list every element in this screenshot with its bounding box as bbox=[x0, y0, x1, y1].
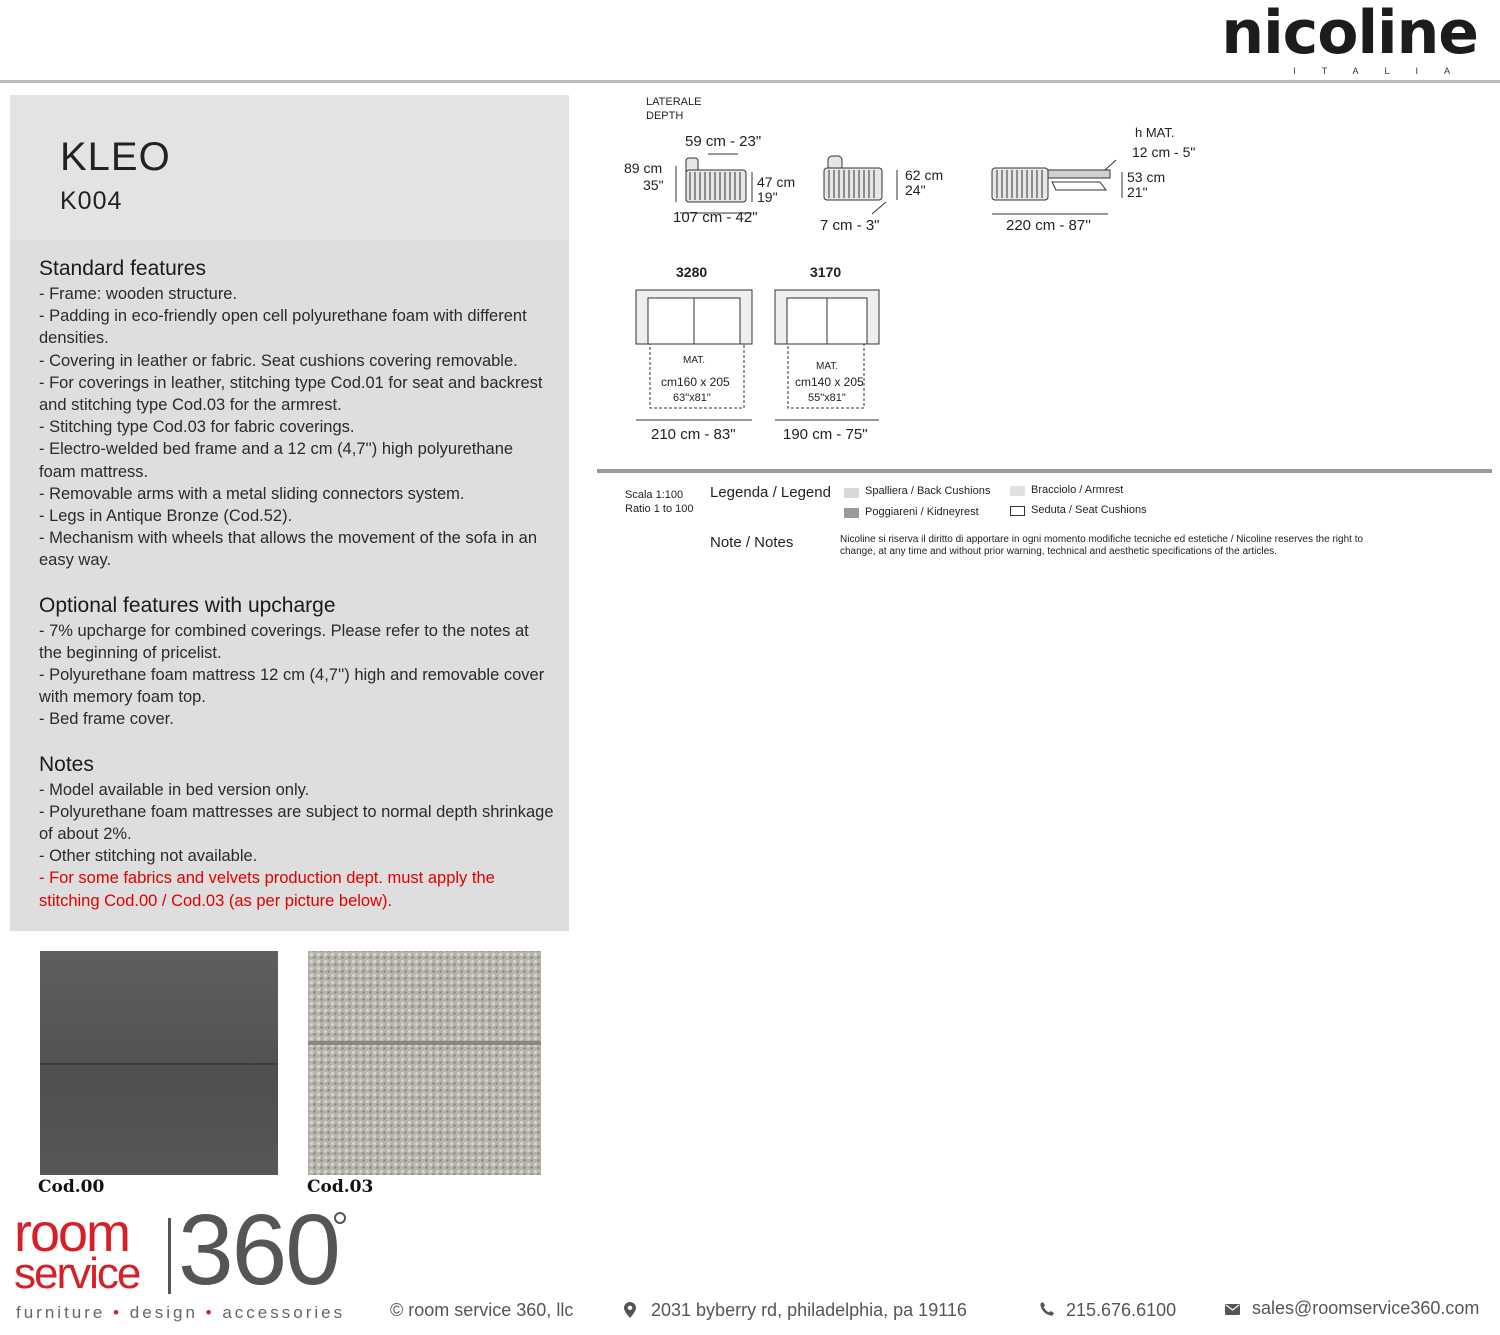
mat-size-in-3280: 63"x81" bbox=[673, 392, 711, 404]
dimension-drawings bbox=[600, 90, 1500, 470]
model-code-3280: 3280 bbox=[676, 264, 708, 280]
footer-email[interactable]: sales@roomservice360.com bbox=[1252, 1298, 1480, 1318]
side-height-in: 35" bbox=[643, 177, 664, 193]
legend-swatch-seat-cushions bbox=[1010, 506, 1025, 516]
notes-disclaimer: Nicoline si riserva il diritto di apportare in ogni momento modifiche tecniche ed estetiche / Nicoline reserves the right to change, at any time and without prior warning, technical and aesthetic specifications of the articles. bbox=[840, 534, 1364, 557]
feature-item: - For coverings in leather, stitching type Cod.01 for seat and backrest and stitching type Cod.03 for the armrest. bbox=[39, 373, 543, 415]
seat-height-cm: 47 cm bbox=[757, 174, 796, 190]
mat-label-3280: MAT. bbox=[683, 355, 706, 366]
side-view-drawing bbox=[676, 154, 752, 213]
notes-title: Note / Notes bbox=[710, 534, 794, 551]
legend-seat-cushions: Seduta / Seat Cushions bbox=[1031, 504, 1147, 516]
phone-icon bbox=[1040, 1302, 1054, 1316]
feature-item: - Removable arms with a metal sliding connectors system. bbox=[39, 484, 465, 503]
footer-logo-divider bbox=[168, 1218, 171, 1294]
envelope-icon bbox=[1225, 1304, 1240, 1315]
feature-item: - Stitching type Cod.03 for fabric coverings. bbox=[39, 418, 355, 437]
feature-list bbox=[39, 255, 554, 912]
arm-height-in: 24" bbox=[905, 182, 926, 198]
stitching-warning: - For some fabrics and velvets production dept. must apply the stitching Cod.00 / Cod.03 (as per picture below). bbox=[39, 869, 495, 910]
footer-logo-room: room bbox=[14, 1203, 130, 1263]
arm-view-drawing bbox=[824, 156, 897, 214]
leg-dim: 7 cm - 3" bbox=[820, 217, 880, 234]
brand-subtitle: ITALIA bbox=[1293, 66, 1476, 76]
legend-armrest: Bracciolo / Armrest bbox=[1031, 484, 1124, 496]
width-3170: 190 cm - 75" bbox=[783, 426, 868, 443]
feature-item: - Padding in eco-friendly open cell polyurethane foam with different densities. bbox=[39, 307, 527, 348]
ratio-label: Ratio 1 to 100 bbox=[625, 503, 694, 515]
swatch-cod00-label: Cod.00 bbox=[38, 1177, 105, 1197]
optional-item: - Bed frame cover. bbox=[39, 710, 174, 729]
swatch-cod03-label: Cod.03 bbox=[307, 1177, 374, 1197]
legend-divider bbox=[597, 469, 1492, 473]
mat-size-cm-3170: cm140 x 205 bbox=[795, 375, 864, 389]
side-width-dim: 107 cm - 42" bbox=[673, 209, 758, 226]
feature-item: - Covering in leather or fabric. Seat cushions covering removable. bbox=[39, 351, 518, 370]
product-info-panel bbox=[10, 95, 569, 931]
optional-item: - 7% upcharge for combined coverings. Please refer to the notes at the beginning of pricelist. bbox=[39, 621, 529, 662]
footer-logo-service: service bbox=[14, 1249, 140, 1298]
h-mat-label: h MAT. bbox=[1135, 125, 1175, 140]
width-3280: 210 cm - 83" bbox=[651, 426, 736, 443]
footer-phone[interactable]: 215.676.6100 bbox=[1066, 1300, 1177, 1320]
footer-tagline: furniture • design • accessories bbox=[16, 1303, 346, 1322]
product-code: K004 bbox=[60, 187, 123, 215]
note-item: - Other stitching not available. bbox=[39, 847, 258, 866]
map-pin-icon bbox=[624, 1302, 636, 1318]
model-code-3170: 3170 bbox=[810, 264, 842, 280]
open-height-cm: 53 cm bbox=[1127, 169, 1166, 185]
open-length-dim: 220 cm - 87'' bbox=[1006, 217, 1091, 234]
open-bed-drawing bbox=[992, 160, 1122, 214]
mat-size-cm-3280: cm160 x 205 bbox=[661, 375, 730, 389]
note-item: - Model available in bed version only. bbox=[39, 780, 310, 799]
feature-item: - Legs in Antique Bronze (Cod.52). bbox=[39, 507, 293, 526]
notes-heading: Notes bbox=[39, 752, 94, 776]
mat-size-in-3170: 55"x81" bbox=[808, 392, 846, 404]
laterale-label: LATERALE bbox=[646, 96, 702, 108]
brand-logo bbox=[1188, 0, 1478, 80]
mat-label-3170: MAT. bbox=[816, 361, 839, 372]
footer-address: 2031 byberry rd, philadelphia, pa 19116 bbox=[651, 1300, 967, 1320]
seat-height-in: 19" bbox=[757, 189, 778, 205]
degree-icon bbox=[334, 1212, 346, 1224]
mattress-height: 12 cm - 5" bbox=[1132, 144, 1196, 160]
legend-swatch-armrest bbox=[1010, 486, 1025, 496]
optional-item: - Polyurethane foam mattress 12 cm (4,7'') high and removable cover with memory foam top. bbox=[39, 666, 545, 707]
feature-item: - Mechanism with wheels that allows the movement of the sofa in an easy way. bbox=[39, 529, 537, 570]
legend-swatch-kidneyrest bbox=[844, 508, 859, 518]
side-height-cm: 89 cm bbox=[624, 160, 663, 176]
feature-item: - Frame: wooden structure. bbox=[39, 285, 238, 303]
arm-height-cm: 62 cm bbox=[905, 167, 944, 183]
note-item: - Polyurethane foam mattresses are subject to normal depth shrinkage of about 2%. bbox=[39, 802, 554, 844]
feature-item: - Electro-welded bed frame and a 12 cm (4,7'') high polyurethane foam mattress. bbox=[39, 440, 514, 481]
product-title-block bbox=[10, 95, 569, 240]
optional-features-heading: Optional features with upcharge bbox=[39, 593, 336, 617]
standard-features-heading: Standard features bbox=[39, 257, 206, 280]
footer-logo-360: 360 bbox=[178, 1194, 339, 1306]
header-divider bbox=[0, 80, 1500, 83]
swatch-cod00-image bbox=[40, 951, 278, 1175]
scale-label: Scala 1:100 bbox=[625, 489, 684, 501]
legend-kidneyrest: Poggiareni / Kidneyrest bbox=[865, 506, 979, 518]
brand-name: nicoline bbox=[1221, 0, 1478, 68]
footer-copyright: © room service 360, llc bbox=[390, 1300, 574, 1320]
open-height-in: 21" bbox=[1127, 184, 1148, 200]
legend-back-cushions: Spalliera / Back Cushions bbox=[865, 485, 991, 497]
depth-label: DEPTH bbox=[646, 110, 684, 122]
legend-swatch-back-cushions bbox=[844, 488, 859, 498]
scale-info bbox=[625, 488, 694, 516]
product-name: KLEO bbox=[60, 135, 171, 179]
swatch-cod03-image bbox=[308, 951, 541, 1175]
legend-title: Legenda / Legend bbox=[710, 484, 831, 501]
side-depth-dim: 59 cm - 23" bbox=[685, 133, 762, 150]
